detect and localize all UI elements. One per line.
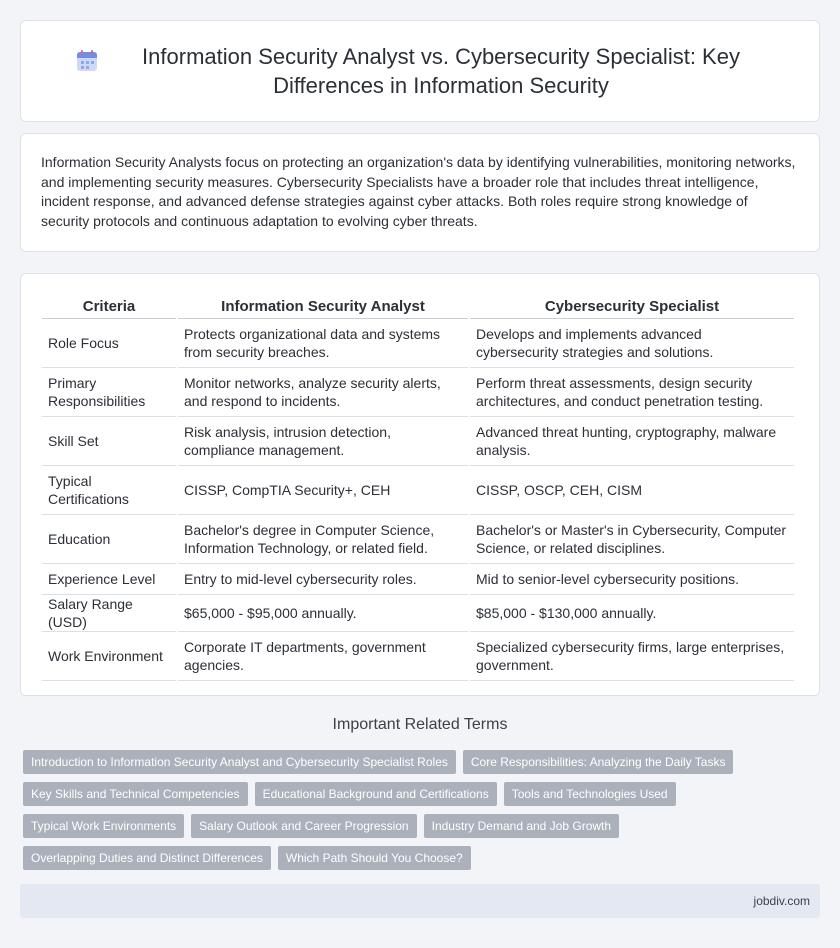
table-row [42, 632, 794, 681]
table-cell: Protects organizational data and systems from security breaches. [178, 319, 468, 368]
term-row [23, 782, 823, 806]
term-tag[interactable]: Which Path Should You Choose? [278, 846, 471, 870]
intro-card [20, 133, 820, 252]
table-cell: Education [42, 515, 176, 564]
comparison-table [40, 293, 796, 681]
intro-text: Information Security Analysts focus on protecting an organization's data by identifying vulnerabilities, monitoring networks, and implementing security measures. Cybersecurity Specialists have a broader role that includes threat intelligence, incident response, and advanced defense strategies against cyber attacks. Both roles require strong knowledge of security protocols and continuous adaptation to evolving cyber threats. [41, 154, 796, 229]
calendar-icon [74, 48, 100, 74]
table-row [42, 595, 794, 632]
term-tag[interactable]: Educational Background and Certifications [255, 782, 497, 806]
table-cell: Develops and implements advanced cybersecurity strategies and solutions. [470, 319, 794, 368]
term-tag[interactable]: Typical Work Environments [23, 814, 184, 838]
table-header-analyst: Information Security Analyst [178, 293, 468, 319]
table-cell: CISSP, CompTIA Security+, CEH [178, 466, 468, 515]
table-cell: $65,000 - $95,000 annually. [178, 595, 468, 632]
related-terms [23, 750, 823, 878]
table-cell: Risk analysis, intrusion detection, compliance management. [178, 417, 468, 466]
term-tag[interactable]: Tools and Technologies Used [504, 782, 676, 806]
table-cell: CISSP, OSCP, CEH, CISM [470, 466, 794, 515]
term-tag[interactable]: Introduction to Information Security Analyst and Cybersecurity Specialist Roles [23, 750, 456, 774]
table-row [42, 417, 794, 466]
table-row [42, 319, 794, 368]
table-cell: Mid to senior-level cybersecurity positions. [470, 564, 794, 595]
term-row [23, 814, 823, 838]
term-tag[interactable]: Core Responsibilities: Analyzing the Daily Tasks [463, 750, 734, 774]
footer-site-link[interactable]: jobdiv.com [753, 894, 810, 908]
table-cell: Experience Level [42, 564, 176, 595]
table-header-criteria: Criteria [42, 293, 176, 319]
title-card [20, 20, 820, 122]
table-cell: Corporate IT departments, government agencies. [178, 632, 468, 681]
table-row [42, 564, 794, 595]
table-cell: Monitor networks, analyze security alerts, and respond to incidents. [178, 368, 468, 417]
table-cell: Work Environment [42, 632, 176, 681]
term-tag[interactable]: Salary Outlook and Career Progression [191, 814, 416, 838]
related-terms-title: Important Related Terms [332, 716, 508, 733]
table-cell: Skill Set [42, 417, 176, 466]
table-cell: Primary Responsibilities [42, 368, 176, 417]
term-tag[interactable]: Key Skills and Technical Competencies [23, 782, 248, 806]
comparison-card [20, 273, 820, 696]
term-tag[interactable]: Industry Demand and Job Growth [424, 814, 619, 838]
footer [20, 884, 820, 918]
term-row [23, 750, 823, 774]
table-cell: Bachelor's degree in Computer Science, Information Technology, or related field. [178, 515, 468, 564]
page-title: Information Security Analyst vs. Cybersecurity Specialist: Key Differences in Information Security [142, 44, 740, 98]
table-row [42, 466, 794, 515]
table-row [42, 368, 794, 417]
table-cell: Specialized cybersecurity firms, large enterprises, government. [470, 632, 794, 681]
table-header-specialist: Cybersecurity Specialist [470, 293, 794, 319]
term-tag[interactable]: Overlapping Duties and Distinct Differences [23, 846, 271, 870]
table-cell: Bachelor's or Master's in Cybersecurity, Computer Science, or related disciplines. [470, 515, 794, 564]
table-cell: Salary Range (USD) [42, 595, 176, 632]
table-cell: Typical Certifications [42, 466, 176, 515]
table-cell: Advanced threat hunting, cryptography, malware analysis. [470, 417, 794, 466]
table-cell: Role Focus [42, 319, 176, 368]
table-cell: Entry to mid-level cybersecurity roles. [178, 564, 468, 595]
table-row [42, 515, 794, 564]
table-cell: Perform threat assessments, design security architectures, and conduct penetration testing. [470, 368, 794, 417]
term-row [23, 846, 823, 870]
table-cell: $85,000 - $130,000 annually. [470, 595, 794, 632]
